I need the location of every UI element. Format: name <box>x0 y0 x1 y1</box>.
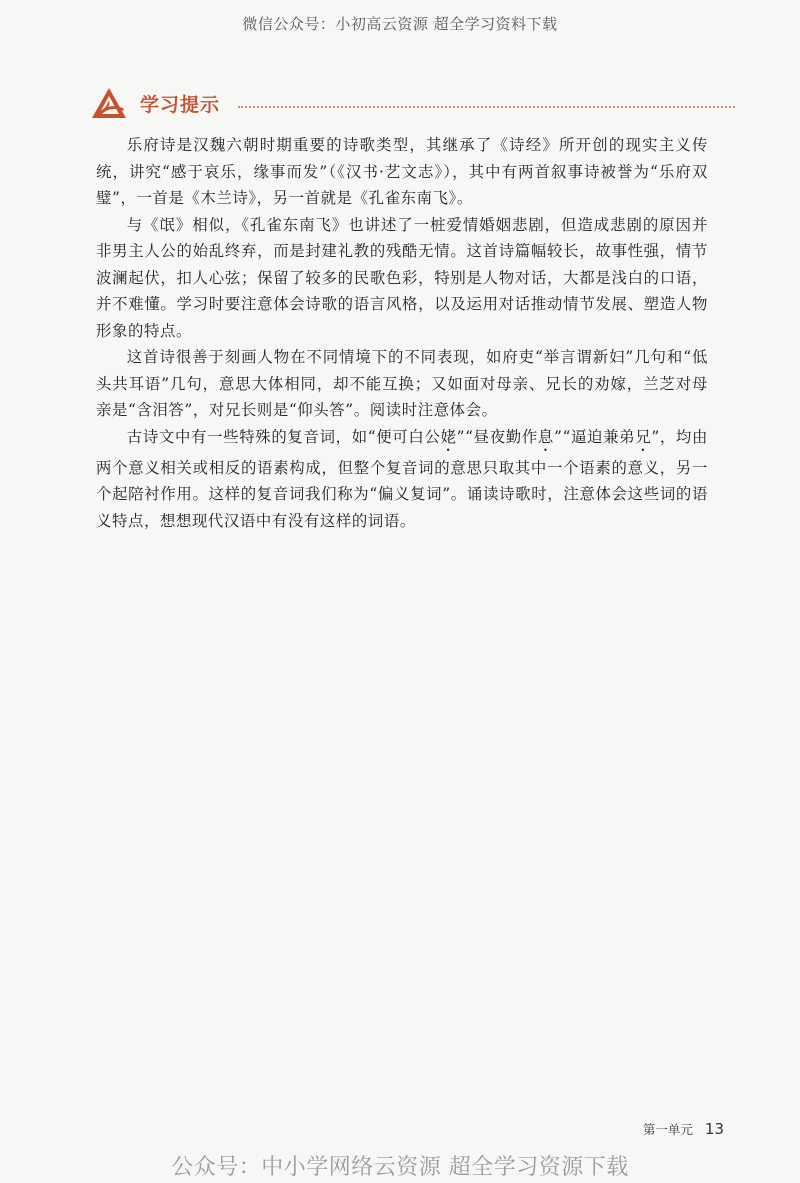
emphasized-char-1: 姥 <box>440 427 457 446</box>
paragraph-4-part-4: ”，均由两个意义相关或相反的语素构成，但整个复音词的意思只取其中一个语素的意义，另一个起陪衬作用。这样的复音词我们称为“偏义复词”。诵读诗歌时，注意体会这些词的语义特点，想想现代汉语中有没有这样的词语。 <box>96 427 708 530</box>
page-number: 13 <box>704 1120 724 1138</box>
section-header <box>90 86 735 120</box>
section-dotted-rule <box>238 106 735 108</box>
section-title: 学习提示 <box>140 93 221 116</box>
page-footer <box>643 1120 724 1138</box>
paragraph-4-part-1: 古诗文中有一些特殊的复音词，如“便可白公 <box>126 427 441 446</box>
emphasized-char-3: 兄 <box>635 427 652 446</box>
unit-label: 第一单元 <box>642 1122 693 1137</box>
body-text <box>96 132 708 534</box>
paragraph-4-part-2: ”“昼夜勤作 <box>456 427 538 446</box>
paragraph-2: 与《氓》相似，《孔雀东南飞》也讲述了一桩爱情婚姻悲剧，但造成悲剧的原因并非男主人公的始乱终弃，而是封建礼教的残酷无情。这首诗篇幅较长，故事性强，情节波澜起伏，扣人心弦；保留了较多的民歌色彩，特别是人物对话，大都是浅白的口语，并不难懂。学习时要注意体会诗歌的语言风格，以及运用对话推动情节发展、塑造人物形象的特点。 <box>96 215 708 340</box>
top-watermark: 微信公众号：小初高云资源 超全学习资料下载 <box>242 15 558 33</box>
paragraph-4-part-3: ”“逼迫兼弟 <box>553 427 636 446</box>
emphasized-char-2: 息 <box>537 427 554 446</box>
abstract-triangle-logo-icon <box>90 86 128 120</box>
paragraph-1: 乐府诗是汉魏六朝时期重要的诗歌类型，其继承了《诗经》所开创的现实主义传统，讲究“感于哀乐，缘事而发”（《汉书·艺文志》），其中有两首叙事诗被誉为“乐府双璧”，一首是《木兰诗》，另一首就是《孔雀东南飞》。 <box>96 136 708 207</box>
paragraph-3: 这首诗很善于刻画人物在不同情境下的不同表现，如府吏“举言谓新妇”几句和“低头共耳语”几句，意思大体相同，却不能互换；又如面对母亲、兄长的劝嫁，兰芝对母亲是“含泪答”，对兄长则是“仰头答”。阅读时注意体会。 <box>96 348 708 419</box>
bottom-watermark: 公众号：中小学网络云资源 超全学习资源下载 <box>171 1155 629 1180</box>
paragraph-4 <box>96 424 708 535</box>
